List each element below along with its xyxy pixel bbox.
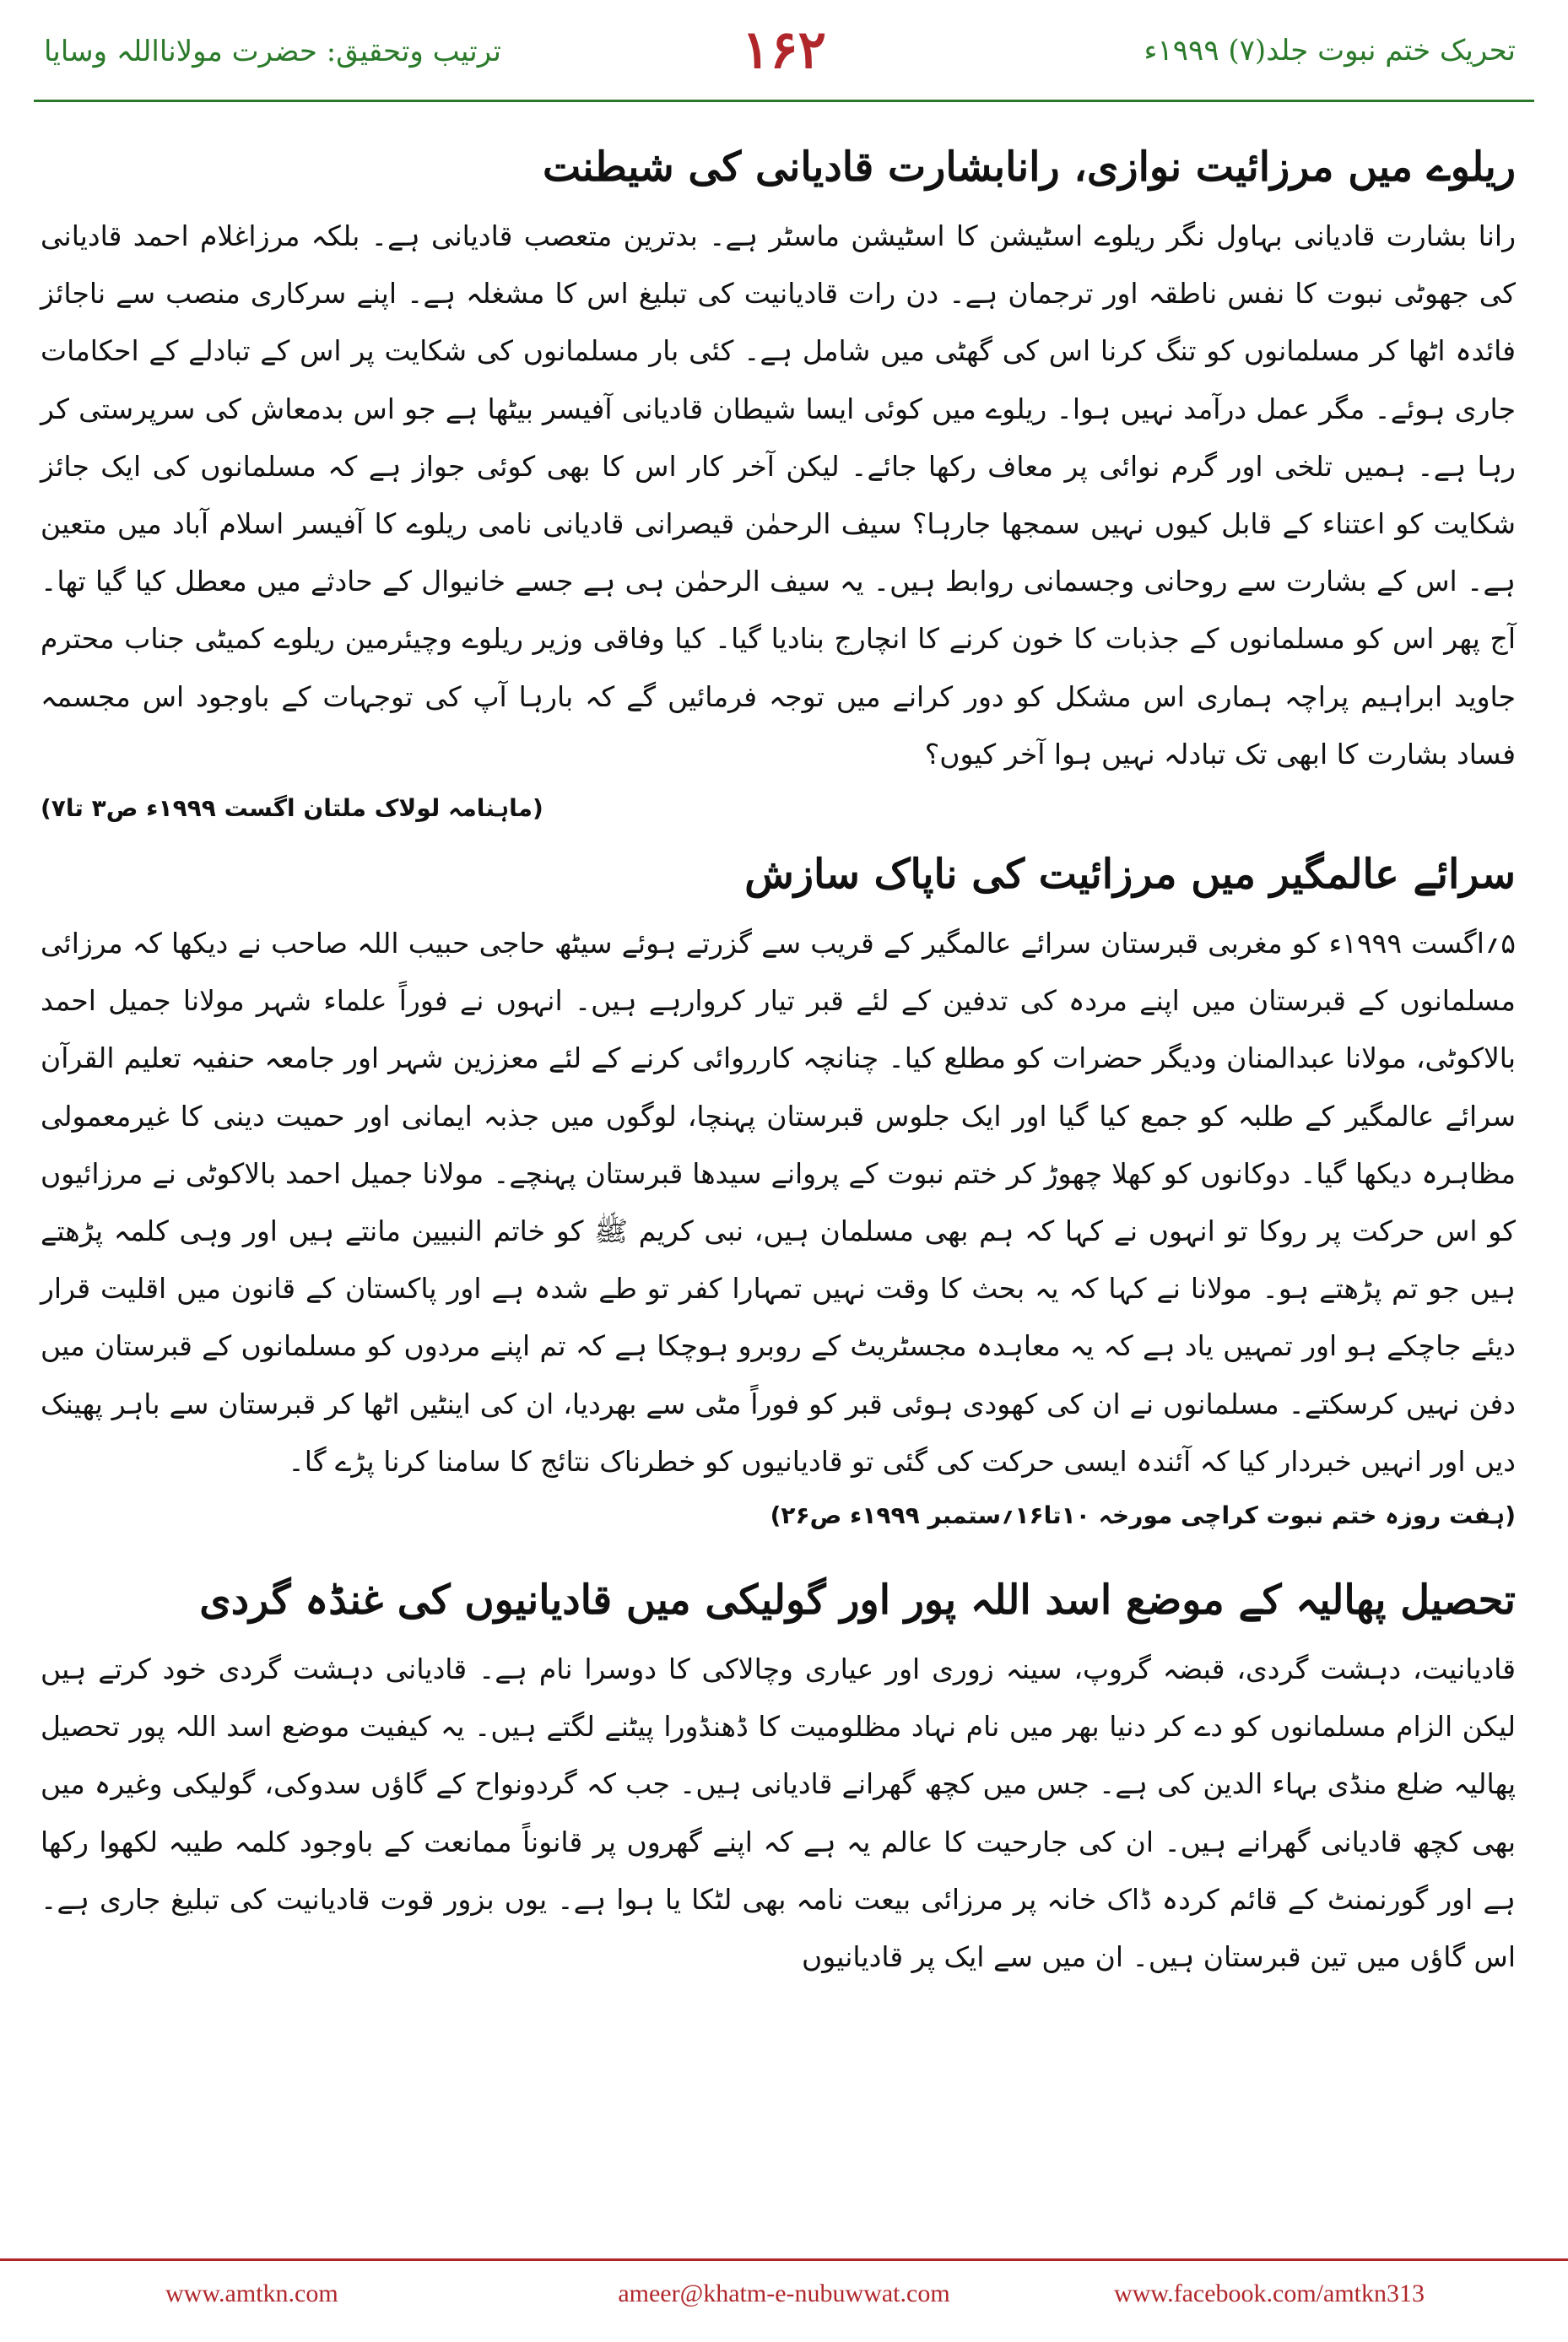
footer-facebook-link[interactable]: www.facebook.com/amtkn313 [1114, 2280, 1425, 2307]
section-text-railway: رانا بشارت قادیانی بہاول نگر ریلوے اسٹیشن کا اسٹیشن ماسٹر ہے۔ بدترین متعصب قادیانی ہے۔ بلکہ مرزاغلام احمد قادیانی کی جھوٹی نبوت کا نفس ناطقہ اور ترجمان ہے۔ دن رات قادیانیت کی تبلیغ اس کا مشغلہ ہے۔ اپنے سرکاری منصب سے ناجائز فائدہ اٹھا کر مسلمانوں کو تنگ کرنا اس کی گھٹی میں شامل ہے۔ کئی بار مسلمانوں کی شکایت پر اس کے تبادلے کے احکامات جاری ہوئے۔ مگر عمل درآمد نہیں ہوا۔ ریلوے میں کوئی ایسا شیطان قادیانی آفیسر بیٹھا ہے جو اس بدمعاش کی سرپرستی کر رہا ہے۔ ہمیں تلخی اور گرم نوائی پر معاف رکھا جائے۔ لیکن آخر کار اس کا بھی کوئی جواز ہے کہ مسلمانوں کی ایک جائز شکایت کو اعتناء کے قابل کیوں نہیں سمجھا جارہا؟ سیف الرحمٰن قیصرانی قادیانی نامی ریلوے کا آفیسر اسلام آباد میں متعین ہے۔ اس کے بشارت سے روحانی وجسمانی روابط ہیں۔ یہ سیف الرحمٰن ہی ہے جسے خانیوال کے حادثے میں معطل کیا گیا تھا۔ آج پھر اس کو مسلمانوں کے جذبات کا خون کرنے کا انچارج بنادیا گیا۔ کیا وفاقی وزیر ریلوے وچیئرمین ریلوے کمیٹی جناب محترم جاوید ابراہیم پراچہ ہماری اس مشکل کو دور کرانے میں توجہ فرمائیں گے کہ بارہا آپ کی توجہات کے باوجود اس مجسمہ فساد بشارت کا ابھی تک تبادلہ نہیں ہوا آخر کیوں؟ [41, 219, 1516, 771]
section-title-railway: ریلوے میں مرزائیت نوازی، رانابشارت قادیانی کی شیطنت [542, 143, 1516, 191]
section-title-phalia: تحصیل پھالیہ کے موضع اسد اللہ پور اور گولیکی میں قادیانیوں کی غنڈہ گردی [199, 1577, 1516, 1625]
article-body [41, 127, 1516, 2241]
section-spacer [41, 1541, 1516, 1560]
source-citation-sarai-alamgir: (ہفت روزہ ختم نبوت کراچی مورخہ ۱۰تا۱۶؍ستمبر ۱۹۹۹ء ص۲۶) [770, 1501, 1516, 1530]
page-header [0, 0, 1568, 127]
section-text-sarai-alamgir: ۵؍اگست ۱۹۹۹ء کو مغربی قبرستان سرائے عالمگیر کے قریب سے گزرتے ہوئے سیٹھ حاجی حبیب اللہ صاحب نے دیکھا کہ مرزائی مسلمانوں کے قبرستان میں اپنے مردہ کی تدفین کے لئے قبر تیار کروارہے ہیں۔ انہوں نے فوراً علماء شہر مولانا جمیل احمد بالاکوٹی، مولانا عبدالمنان ودیگر حضرات کو مطلع کیا۔ چنانچہ کارروائی کرنے کے لئے معززین شہر اور جامعہ حنفیہ تعلیم القرآن سرائے عالمگیر کے طلبہ کو جمع کیا گیا اور ایک جلوس قبرستان پہنچا، لوگوں میں جذبہ ایمانی اور حمیت دینی کا غیرمعمولی مظاہرہ دیکھا گیا۔ دوکانوں کو کھلا چھوڑ کر ختم نبوت کے پروانے سیدھا قبرستان پہنچے۔ مولانا جمیل احمد بالاکوٹی نے مرزائیوں کو اس حرکت پر روکا تو انہوں نے کہا کہ ہم بھی مسلمان ہیں، نبی کریم ﷺ کو خاتم النبیین مانتے ہیں اور وہی کلمہ پڑھتے ہیں جو تم پڑھتے ہو۔ مولانا نے کہا کہ یہ بحث کا وقت نہیں تمہارا کفر تو طے شدہ ہے اور پاکستان کے قانون میں اقلیت قرار دیئے جاچکے ہو اور تمہیں یاد ہے کہ یہ معاہدہ مجسٹریٹ کے روبرو ہوچکا ہے کہ تم اپنے مردوں کو مسلمانوں کے قبرستان میں دفن نہیں کرسکتے۔ مسلمانوں نے ان کی کھودی ہوئی قبر کو فوراً مٹی سے بھردیا، ان کی اینٹیں اٹھا کر قبرستان سے باہر پھینک دیں اور انہیں خبردار کیا کہ آئندہ ایسی حرکت کی گئی تو قادیانیوں کو خطرناک نتائج کا سامنا کرنا پڑے گا۔ [41, 927, 1516, 1478]
header-editor-credit: ترتیب وتحقیق: حضرت مولانااللہ وسایا [44, 35, 501, 68]
source-citation-railway: (ماہنامہ لولاک ملتان اگست ۱۹۹۹ء ص۳ تا۷) [41, 794, 543, 823]
section-title-sarai-alamgir: سرائے عالمگیر میں مرزائیت کی ناپاک سازش [744, 851, 1516, 899]
footer-email-link[interactable]: ameer@khatm-e-nubuwwat.com [618, 2280, 950, 2307]
page-footer [0, 2258, 1568, 2342]
header-divider [34, 100, 1534, 102]
footer-website-link[interactable]: www.amtkn.com [165, 2280, 338, 2307]
header-book-title: تحریک ختم نبوت جلد(۷) ۱۹۹۹ء [1144, 34, 1516, 68]
page-number: ۱۶۲ [742, 19, 826, 80]
section-text-phalia: قادیانیت، دہشت گردی، قبضہ گروپ، سینہ زوری اور عیاری وچالاکی کا دوسرا نام ہے۔ قادیانی دہشت گردی خود کرتے ہیں لیکن الزام مسلمانوں کو دے کر دنیا بھر میں نام نہاد مظلومیت کا ڈھنڈورا پیٹنے لگتے ہیں۔ یہ کیفیت موضع اسد اللہ پور تحصیل پھالیہ ضلع منڈی بہاء الدین کی ہے۔ جس میں کچھ گھرانے قادیانی ہیں۔ جب کہ گردونواح کے گاؤں سدوکی، گولیکی وغیرہ میں بھی کچھ قادیانی گھرانے ہیں۔ ان کی جارحیت کا عالم یہ ہے کہ اپنے گھروں پر قانوناً ممانعت کے باوجود کلمہ طیبہ لکھوا رکھا ہے اور گورنمنٹ کے قائم کردہ ڈاک خانہ پر مرزائی بیعت نامہ بھی لٹکا یا ہوا ہے۔ یوں بزور قوت قادیانیت کی تبلیغ جاری ہے۔ اس گاؤں میں تین قبرستان ہیں۔ ان میں سے ایک پر قادیانیوں [41, 1652, 1516, 1974]
